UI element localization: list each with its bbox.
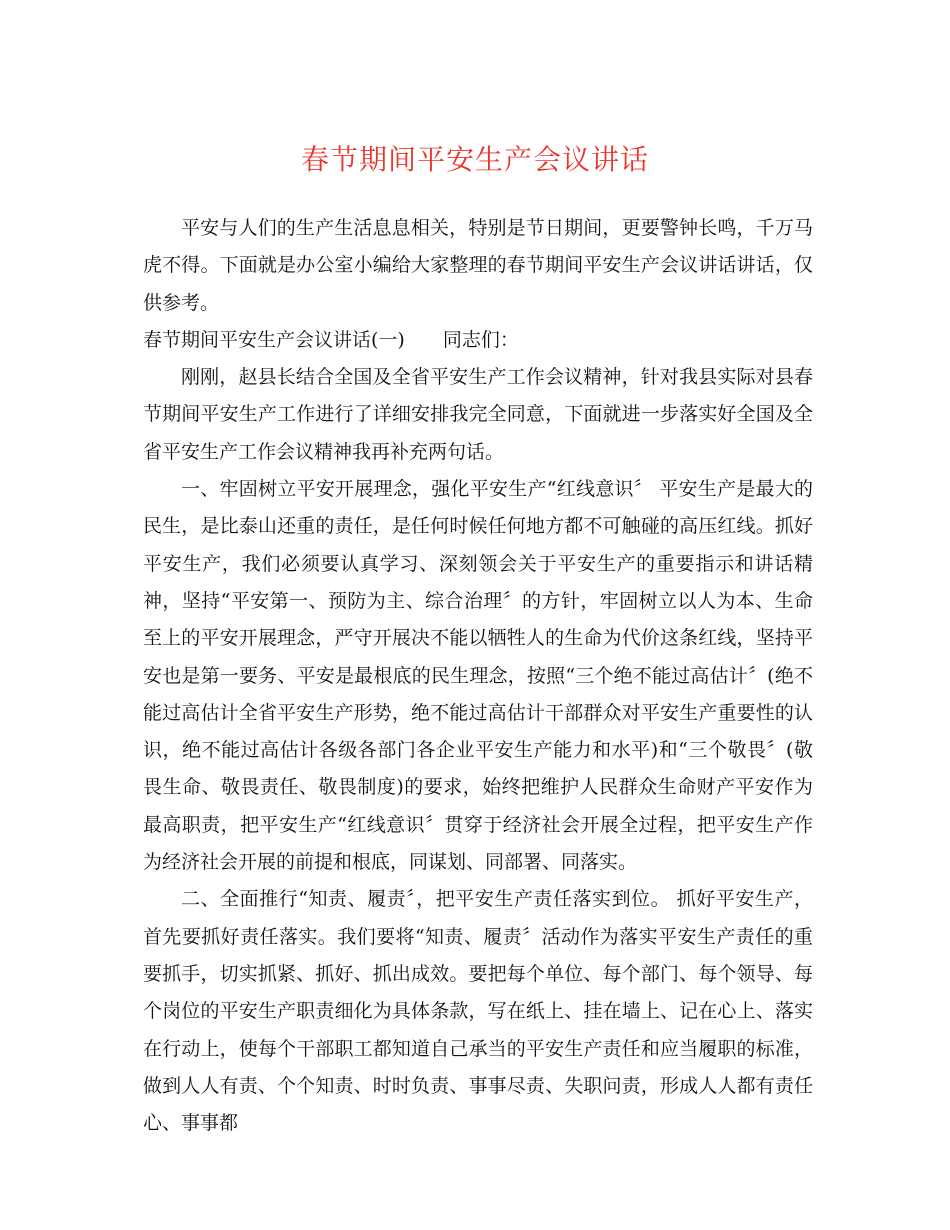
document-body: [143, 210, 813, 1142]
section-heading: 春节期间平安生产会议讲话(一): [143, 328, 405, 351]
section-heading-line: [143, 322, 813, 359]
document-title: 春节期间平安生产会议讲话: [300, 143, 649, 176]
intro-paragraph: 平安与人们的生产生活息息相关，特别是节日期间，更要警钟长鸣，千万马虎不得。下面就是办公室小编给大家整理的春节期间平安生产会议讲话讲话，仅供参考。: [143, 217, 813, 314]
body-paragraph-3: 二、全面推行“知责、履责〞，把平安生产责任落实到位。 抓好平安生产，首先要抓好责任落实。我们要将“知责、履责〞活动作为落实平安生产责任的重要抓手，切实抓紧、抓好、抓出成效。要把每个单位、每个部门、每个领导、每个岗位的平安生产职责细化为具体条款，写在纸上、挂在墙上、记在心上、落实在行动上，使每个干部职工都知道自己承当的平安生产责任和应当履职的标准，做到人人有责、个个知责、时时负责、事事尽责、失职问责，形成人人都有责任心、事事都: [143, 888, 813, 1135]
body-paragraph-1: 刚刚，赵县长结合全国及全省平安生产工作会议精神，针对我县实际对县春节期间平安生产工作进行了详细安排我完全同意，下面就进一步落实好全国及全省平安生产工作会议精神我再补充两句话。: [143, 366, 813, 463]
body-paragraph-2: 一、牢固树立平安开展理念，强化平安生产“红线意识〞 平安生产是最大的民生，是比泰山还重的责任，是任何时候任何地方都不可触碰的高压红线。抓好平安生产，我们必须要认真学习、深刻领会关于平安生产的重要指示和讲话精神，坚持“平安第一、预防为主、综合治理〞的方针，牢固树立以人为本、生命至上的平安开展理念，严守开展决不能以牺牲人的生命为代价这条红线，坚持平安也是第一要务、平安是最根底的民生理念，按照“三个绝不能过高估计〞(绝不能过高估计全省平安生产形势，绝不能过高估计干部群众对平安生产重要性的认识，绝不能过高估计各级各部门各企业平安生产能力和水平)和“三个敬畏〞(敬畏生命、敬畏责任、敬畏制度)的要求，始终把维护人民群众生命财产平安作为最高职责，把平安生产“红线意识〞贯穿于经济社会开展全过程，把平安生产作为经济社会开展的前提和根底，同谋划、同部署、同落实。: [143, 478, 813, 874]
salutation: 同志们：: [442, 328, 519, 351]
